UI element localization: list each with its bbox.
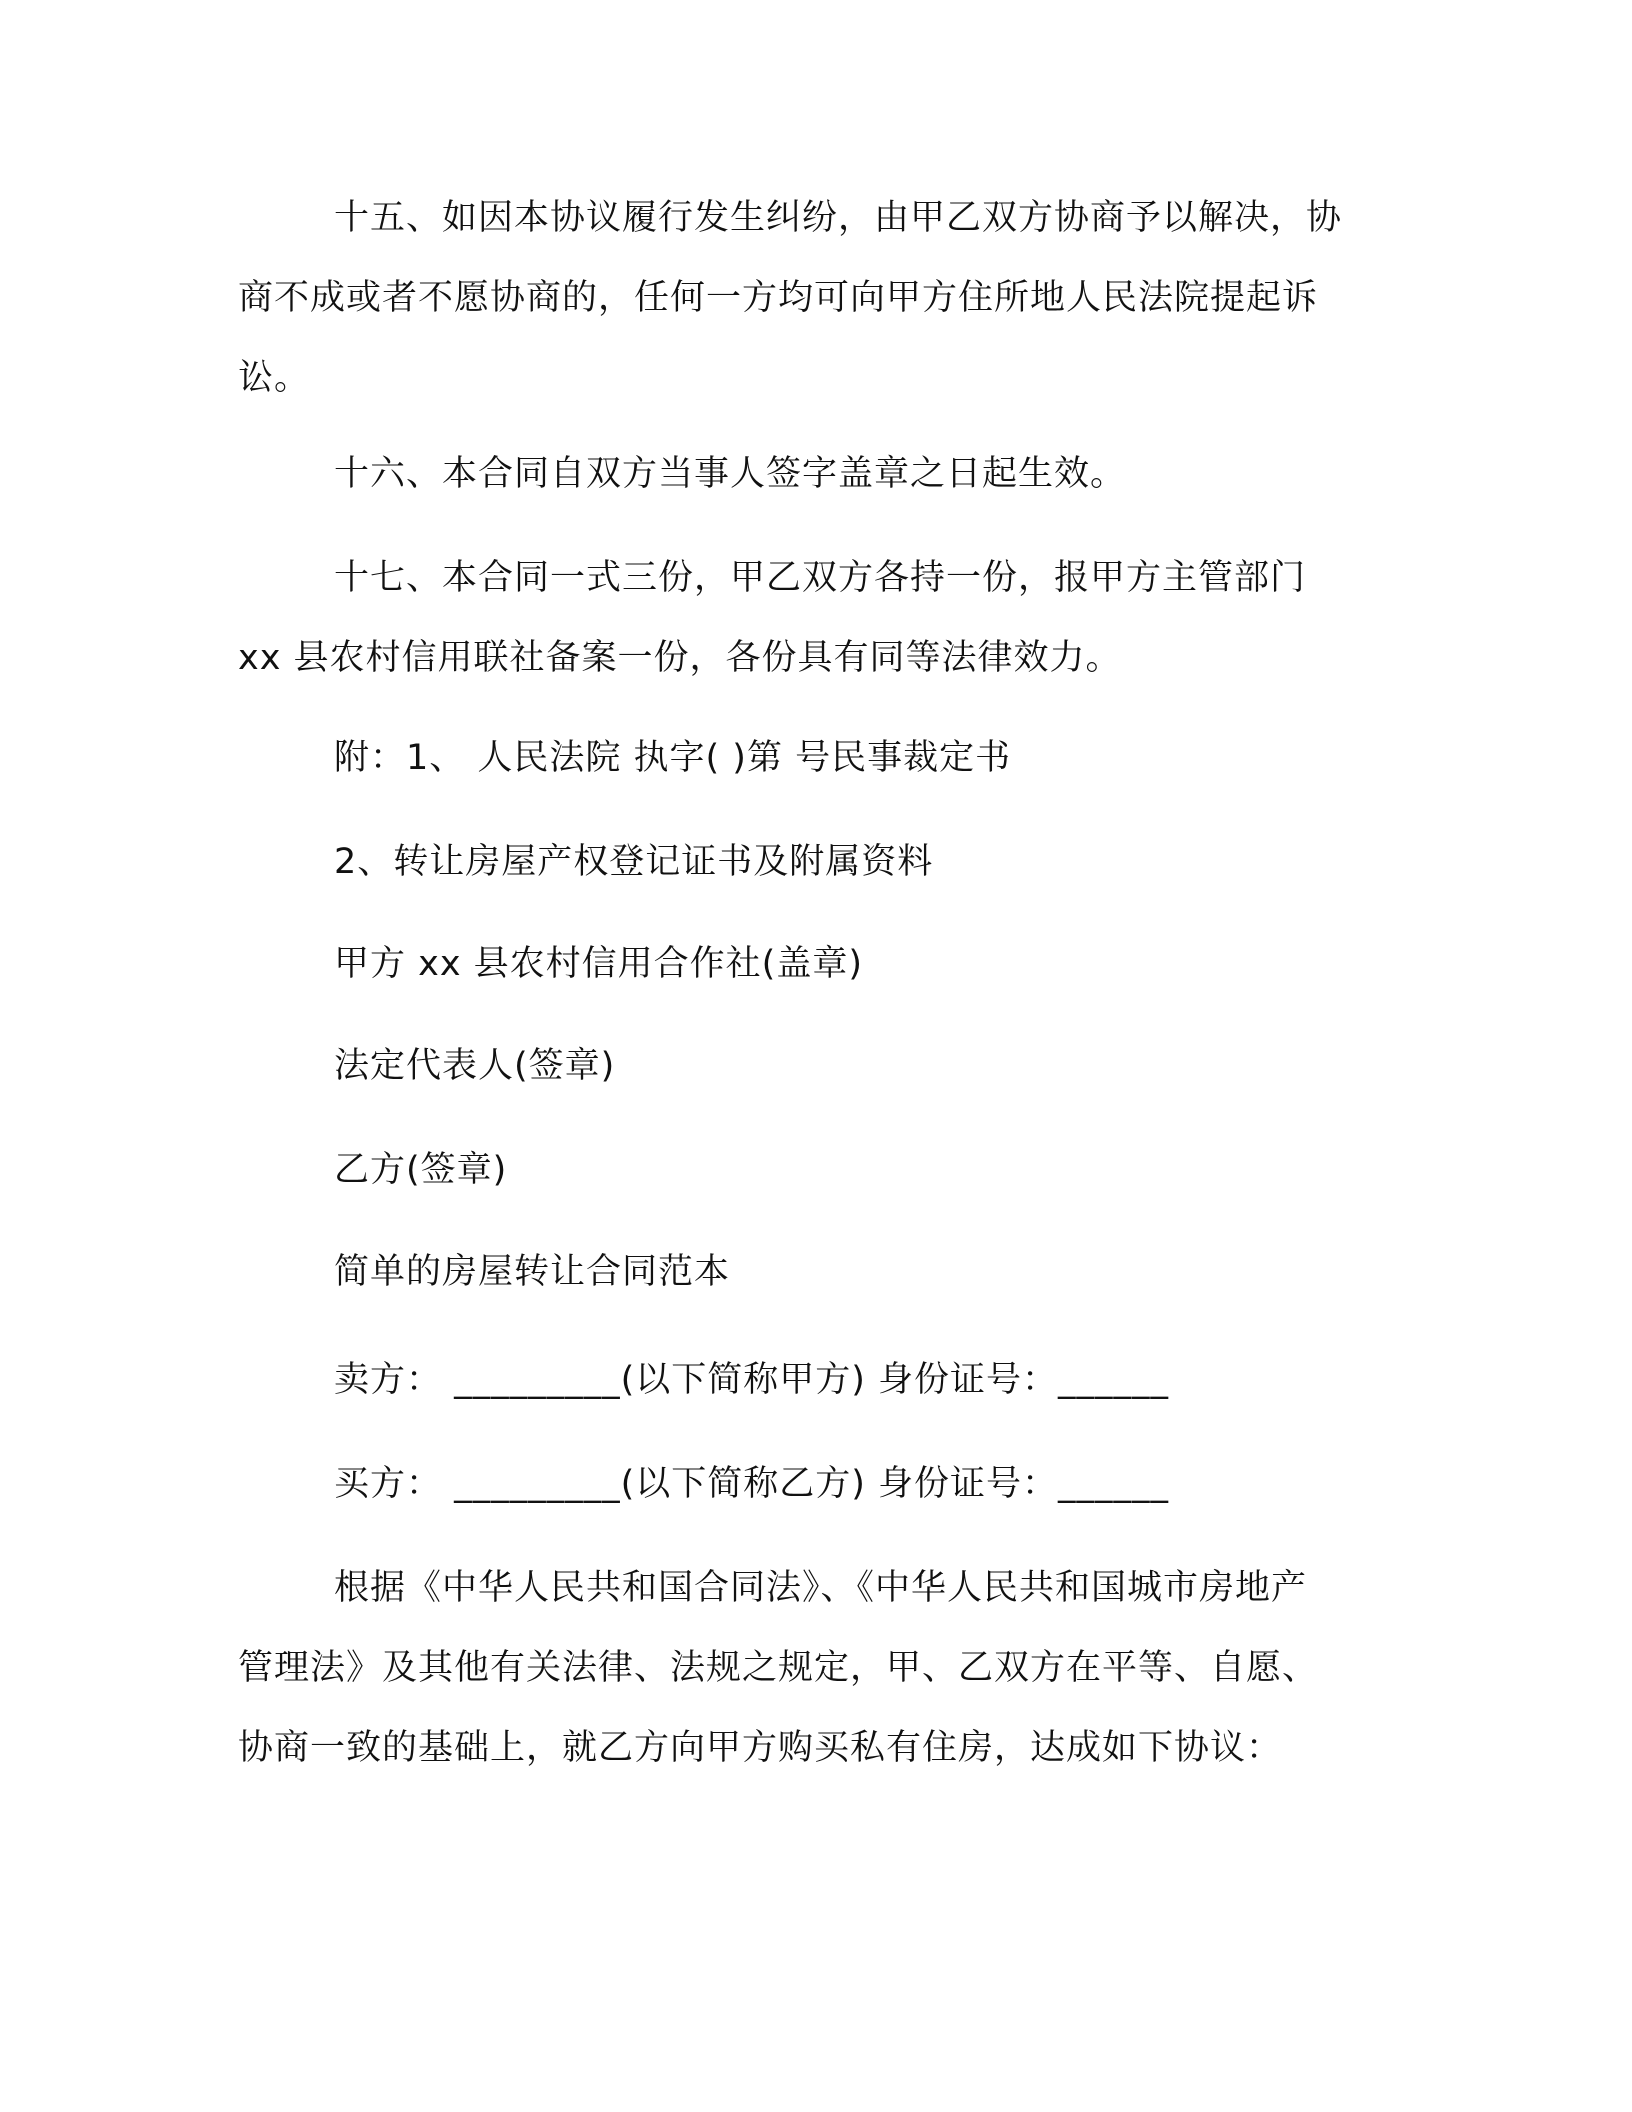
- clause-17-line-2: xx 县农村信用联社备案一份，各份具有同等法律效力。: [238, 638, 1122, 678]
- contract-title: 简单的房屋转让合同范本: [334, 1252, 731, 1292]
- clause-15-line-2: 商不成或者不愿协商的，任何一方均可向甲方住所地人民法院提起诉: [238, 278, 1319, 318]
- party-b-signature: 乙方(签章): [334, 1150, 508, 1190]
- preamble-line-3: 协商一致的基础上，就乙方向甲方购买私有住房，达成如下协议：: [238, 1728, 1283, 1768]
- attachment-1: 附：1、 人民法院 执字( )第 号民事裁定书: [334, 738, 1012, 778]
- clause-15-line-3: 讼。: [238, 358, 311, 398]
- preamble-line-1: 根据《中华人民共和国合同法》、《中华人民共和国城市房地产: [334, 1568, 1308, 1608]
- party-a-signature: 甲方 xx 县农村信用合作社(盖章): [334, 944, 863, 984]
- attachment-2: 2、转让房屋产权登记证书及附属资料: [334, 842, 934, 882]
- clause-17: [238, 538, 1378, 698]
- preamble-line-2: 管理法》及其他有关法律、法规之规定，甲、乙双方在平等、自愿、: [238, 1648, 1319, 1688]
- clause-16: 十六、本合同自双方当事人签字盖章之日起生效。: [334, 454, 1127, 494]
- seller-line: 卖方： _________(以下简称甲方) 身份证号：______: [334, 1360, 1170, 1400]
- buyer-line: 买方： _________(以下简称乙方) 身份证号：______: [334, 1464, 1170, 1504]
- clause-15: [238, 178, 1378, 418]
- clause-17-line-1: 十七、本合同一式三份，甲乙双方各持一份，报甲方主管部门: [334, 558, 1307, 598]
- preamble: [238, 1548, 1378, 1788]
- legal-representative-signature: 法定代表人(签章): [334, 1046, 616, 1086]
- clause-15-line-1: 十五、如因本协议履行发生纠纷，由甲乙双方协商予以解决，协: [334, 198, 1343, 238]
